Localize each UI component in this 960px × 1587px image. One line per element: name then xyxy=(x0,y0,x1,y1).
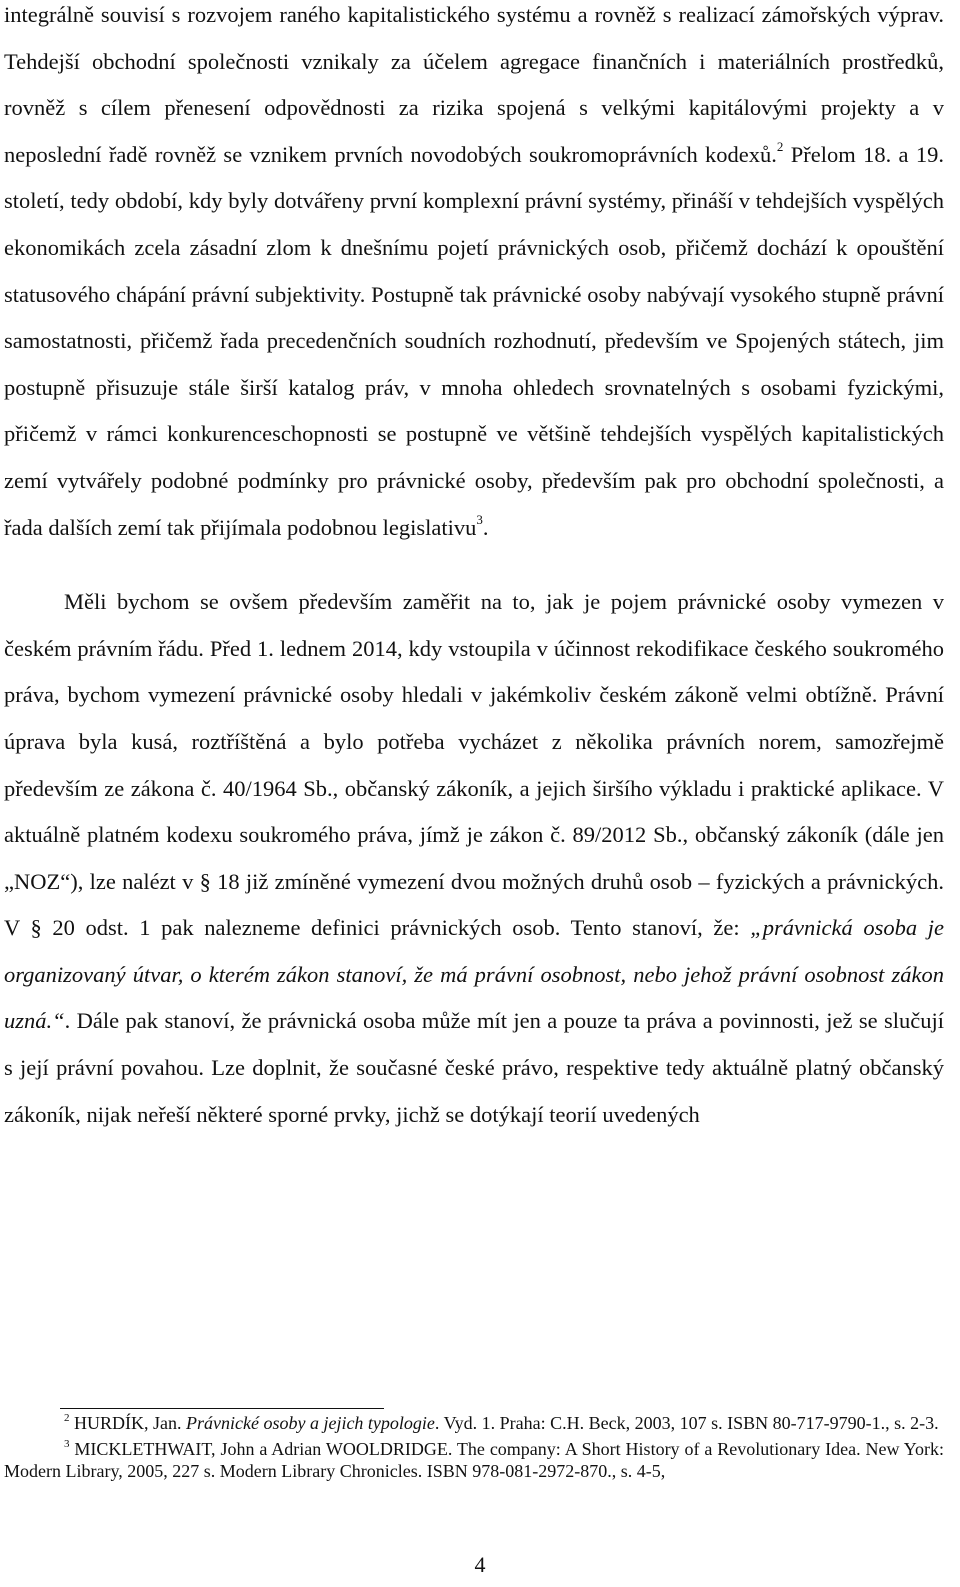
footnote-3 xyxy=(4,1438,944,1482)
footnote-2-author: HURDÍK, Jan. xyxy=(69,1413,186,1433)
page-number: 4 xyxy=(474,1552,486,1577)
footnote-3-text: MICKLETHWAIT, John a Adrian WOOLDRIDGE. The company: A Short History of a Revolutionary Idea. New York: Modern Library, 2005, 227 s. Modern Library Chronicles. ISBN 978-081-2972-870., s. 4-5, xyxy=(4,1439,944,1481)
footnote-3-number: 3 xyxy=(64,1438,70,1450)
paragraph-1-text-b: Přelom 18. a 19. století, tedy období, kdy byly dotvářeny první komplexní právní systémy, přináší v tehdejších vyspělých ekonomikách zcela zásadní zlom k dnešnímu pojetí právnických osob, přičemž dochází k opouštění statusového chápání právní subjektivity. Postupně tak právnické osoby nabývají vysokého stupně právní samostatnosti, přičemž řada precedenčních soudních rozhodnutí, především ve Spojených státech, jim postupně přisuzuje stále širší katalog práv, v mnoha ohledech srovnatelných s osobami fyzickými, přičemž v rámci konkurenceschopnosti se postupně ve většině tehdejších vyspělých kapitalistických zemí vytvářely podobné podmínky pro právnické osoby, především pak pro obchodní společnosti, a řada dalších zemí tak přijímala podobnou legislativu xyxy=(4,141,944,540)
paragraph-2 xyxy=(4,579,944,1138)
footnote-2-number: 2 xyxy=(64,1412,70,1424)
legal-definition-quote: „právnická osoba je organizovaný útvar, o kterém zákon stanoví, že má právní osobnost, nebo jehož právní osobnost zákon uzná.“ xyxy=(4,915,944,1034)
footnote-2-rest: . Vyd. 1. Praha: C.H. Beck, 2003, 107 s. ISBN 80-717-9790-1., s. 2-3. xyxy=(434,1413,939,1433)
footnote-ref-3[interactable]: 3 xyxy=(476,512,483,528)
footnote-ref-2[interactable]: 2 xyxy=(776,139,784,155)
paragraph-1-text-c: . xyxy=(482,514,489,540)
paragraph-2-text-a: Měli bychom se ovšem především zaměřit na to, jak je pojem právnické osoby vymezen v českém právním řádu. Před 1. lednem 2014, kdy vstoupila v účinnost rekodifikace českého soukromého práva, bychom vymezení právnické osoby hledali v jakémkoliv českém zákoně velmi obtížně. Právní úprava byla kusá, roztříštěná a bylo potřeba vycházet z několika právních norem, samozřejmě především ze zákona č. 40/1964 Sb., občanský zákoník, a jejich širšího výkladu i praktické aplikace. V aktuálně platném kodexu soukromého práva, jímž je zákon č. 89/2012 Sb., občanský zákoník (dále jen „NOZ“), lze nalézt v § 18 již zmíněné vymezení dvou možných druhů osob – fyzických a právnických. V § 20 odst. 1 pak nalezneme definici právnických osob. Tento stanoví, že: xyxy=(4,589,944,941)
footnote-2-title: Právnické osoby a jejich typologie xyxy=(186,1413,435,1433)
paragraph-1-text-a: integrálně souvisí s rozvojem raného kapitalistického systému a rovněž s realizací zámořských výprav. Tehdejší obchodní společnosti vznikaly za účelem agregace finančních i materiálních prostředků, rovněž s cílem přenesení odpovědnosti za rizika spojená s velkými kapitálovými projekty a v neposlední řadě rovněž se vznikem prvních novodobých soukromoprávních kodexů. xyxy=(4,2,944,167)
paragraph-1 xyxy=(4,0,944,551)
body-text xyxy=(4,0,944,1138)
paragraph-2-text-b: . Dále pak stanoví, že právnická osoba může mít jen a pouze ta práva a povinnosti, jež se slučují s její právní povahou. Lze doplnit, že současné české právo, respektive tedy aktuálně platný občanský zákoník, nijak neřeší některé sporné prvky, jichž se dotýkají teorií uvedených xyxy=(4,1008,944,1127)
footnotes xyxy=(4,1412,944,1482)
footnote-2 xyxy=(4,1412,944,1434)
footnote-separator xyxy=(60,1408,384,1409)
